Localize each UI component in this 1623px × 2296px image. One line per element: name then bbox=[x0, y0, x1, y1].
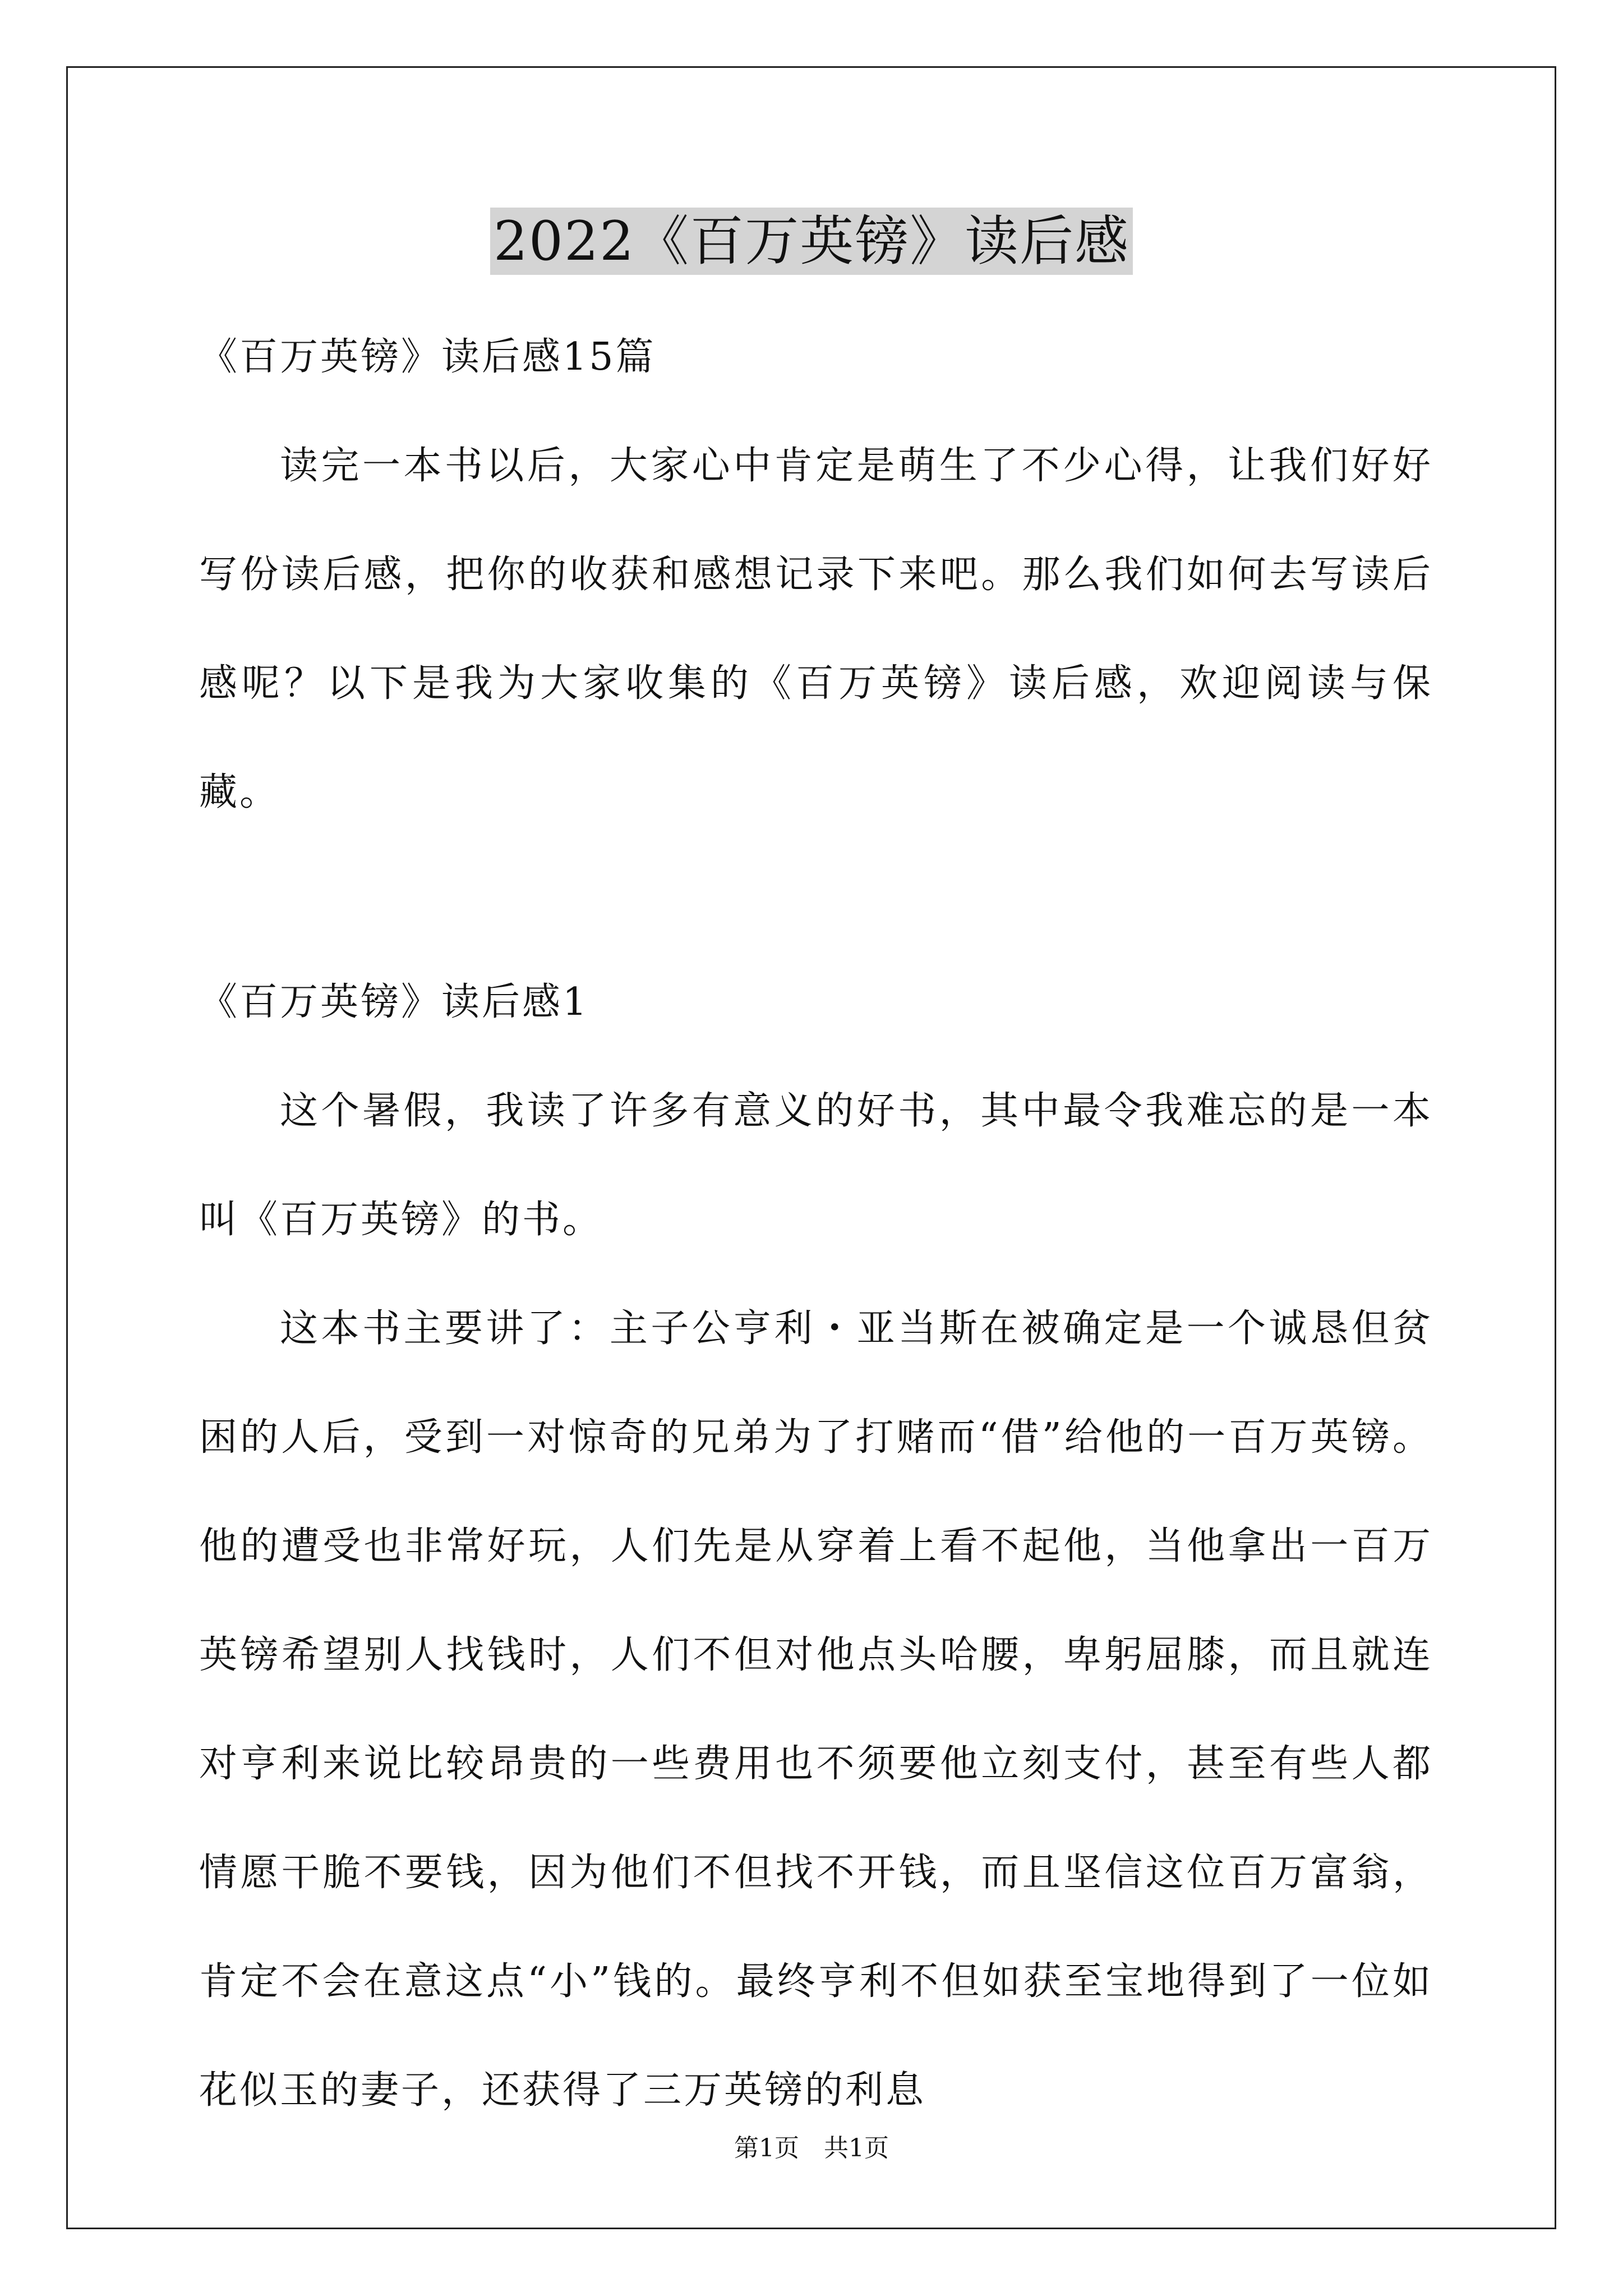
section-spacer bbox=[199, 847, 1433, 948]
intro-paragraph: 读完一本书以后，大家心中肯定是萌生了不少心得，让我们好好写份读后感，把你的收获和感想记录下来吧。那么我们如何去写读后感呢？以下是我为大家收集的《百万英镑》读后感，欢迎阅读与保藏。 bbox=[199, 444, 1433, 815]
page-footer: 第1页 共1页 bbox=[734, 2134, 889, 2162]
section-heading: 《百万英镑》读后感1 bbox=[199, 980, 589, 1024]
document-title-text: 2022《百万英镑》读后感 bbox=[490, 208, 1133, 275]
subtitle: 《百万英镑》读后感15篇 bbox=[199, 335, 656, 379]
body-paragraph: 这个暑假，我读了许多有意义的好书，其中最令我难忘的是一本叫《百万英镑》的书。 bbox=[199, 1089, 1433, 1242]
body-paragraph: 这本书主要讲了：主子公亨利・亚当斯在被确定是一个诚恳但贫困的人后，受到一对惊奇的兄弟为了打赌而“借”给他的一百万英镑。他的遭受也非常好玩，人们先是从穿着上看不起他，当他拿出一百万英镑希望别人找钱时，人们不但对他点头哈腰，卑躬屈膝，而且就连对亨利来说比较昂贵的一些费用也不须要他立刻支付，甚至有些人都情愿干脆不要钱，因为他们不但找不开钱，而且坚信这位百万富翁，肯定不会在意这点“小”钱的。最终亨利不但如获至宝地得到了一位如花似玉的妻子，还获得了三万英镑的利息 bbox=[199, 1306, 1433, 2113]
document-title bbox=[0, 199, 1623, 283]
document-body bbox=[199, 303, 1433, 2145]
